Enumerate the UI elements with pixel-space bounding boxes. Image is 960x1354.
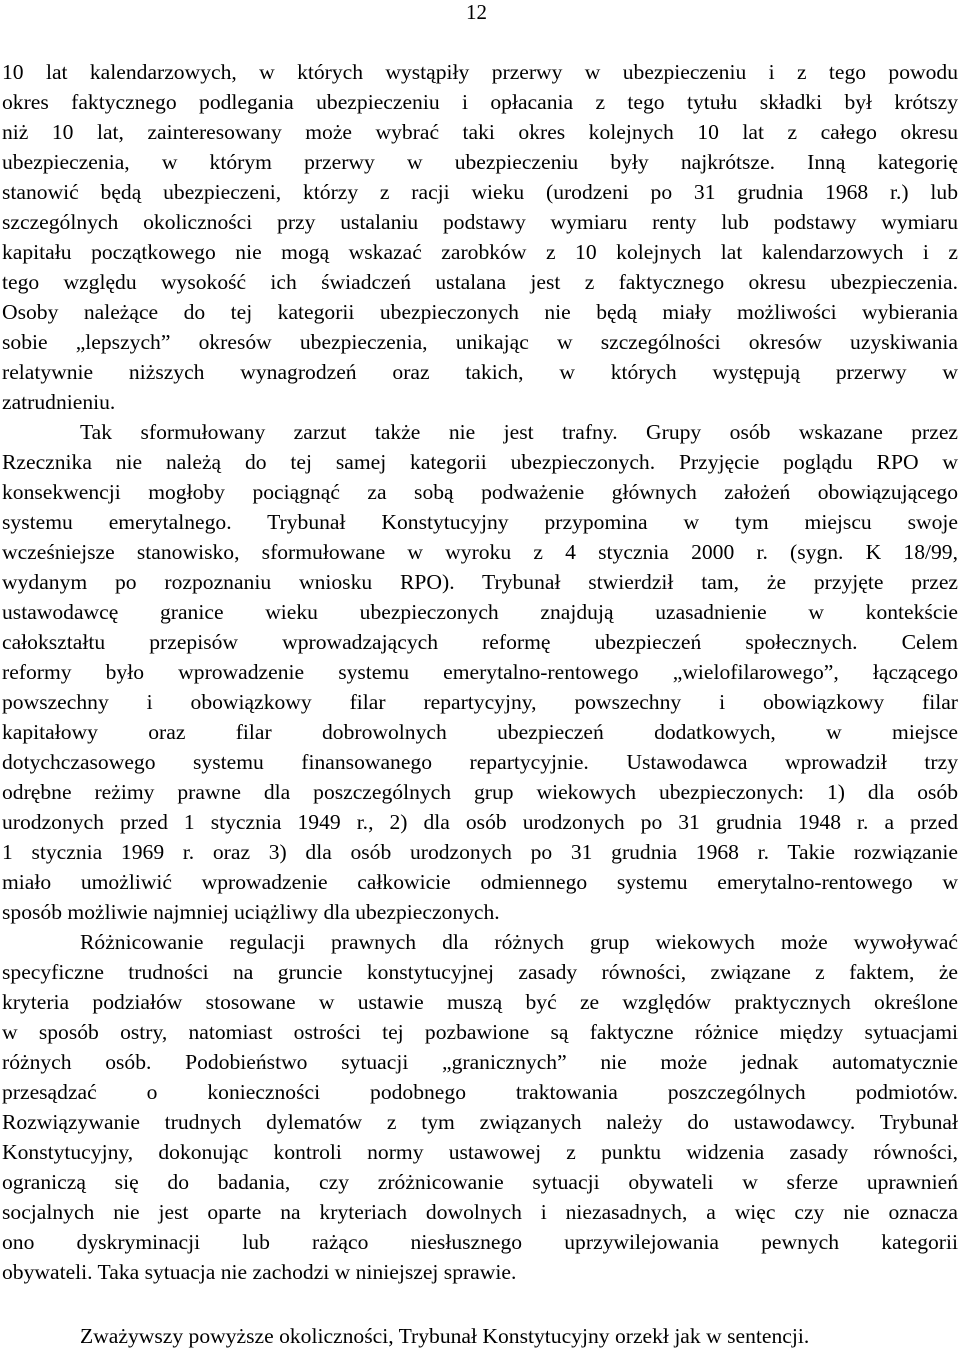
text-line: Osoby należące do tej kategorii ubezpieczonych nie będą miały możliwości wybierania bbox=[2, 300, 958, 324]
text-line: kryteria podziałów stosowane w ustawie muszą być ze względów praktycznych określone bbox=[2, 990, 958, 1014]
text-line: Tak sformułowany zarzut także nie jest trafny. Grupy osób wskazane przez bbox=[80, 420, 958, 444]
page-number: 12 bbox=[466, 0, 487, 24]
paragraph-3 bbox=[2, 927, 958, 1287]
text-line: ubezpieczenia, w którym przerwy w ubezpieczeniu były najkrótsze. Inną kategorię bbox=[2, 150, 958, 174]
text-line: niż 10 lat, zainteresowany może wybrać taki okres kolejnych 10 lat z całego okresu bbox=[2, 120, 958, 144]
text-line: sobie „lepszych” okresów ubezpieczenia, unikając w szczególności okresów uzyskiwania bbox=[2, 330, 958, 354]
text-line: konsekwencji mogłoby pociągnąć za sobą podważenie głównych założeń obowiązującego bbox=[2, 480, 958, 504]
text-line: Różnicowanie regulacji prawnych dla różnych grup wiekowych może wywoływać bbox=[80, 930, 958, 954]
text-line: dotychczasowego systemu finansowanego repartycyjnie. Ustawodawca wprowadził trzy bbox=[2, 750, 958, 774]
text-line: tego względu wysokość ich świadczeń ustalana jest z faktycznego okresu ubezpieczenia. bbox=[2, 270, 958, 294]
text-line: okres faktycznego podlegania ubezpieczeniu i opłacania z tego tytułu składki był krótszy bbox=[2, 90, 958, 114]
text-line: powszechny i obowiązkowy filar repartycyjny, powszechny i obowiązkowy filar bbox=[2, 690, 958, 714]
text-line: kapitałowy oraz filar dobrowolnych ubezpieczeń dodatkowych, w miejsce bbox=[2, 720, 958, 744]
text-line: Konstytucyjny, dokonując kontroli normy ustawowej z punktu widzenia zasady równości, bbox=[2, 1140, 958, 1164]
text-line: kapitału początkowego nie mogą wskazać zarobków z 10 kolejnych lat kalendarzowych i z bbox=[2, 240, 958, 264]
text-line: 1 stycznia 1969 r. oraz 3) dla osób urodzonych po 31 grudnia 1968 r. Takie rozwiązanie bbox=[2, 840, 958, 864]
paragraph-1 bbox=[2, 57, 958, 417]
text-line: Rzecznika nie należą do tej samej kategorii ubezpieczonych. Przyjęcie poglądu RPO w bbox=[2, 450, 958, 474]
text-line: obywateli. Taka sytuacja nie zachodzi w niniejszej sprawie. bbox=[2, 1260, 517, 1284]
text-line: wcześniejsze stanowisko, sformułowane w wyroku z 4 stycznia 2000 r. (sygn. K 18/99, bbox=[2, 540, 958, 564]
text-line: ono dyskryminacji lub rażąco niesłusznego uprzywilejowania pewnych kategorii bbox=[2, 1230, 958, 1254]
text-line: socjalnych nie jest oparte na kryteriach dowolnych i niezasadnych, a więc czy nie oznacza bbox=[2, 1200, 958, 1224]
document-body bbox=[2, 57, 958, 1287]
text-line: sposób możliwie najmniej uciążliwy dla ubezpieczonych. bbox=[2, 900, 500, 924]
text-line: Rozwiązywanie trudnych dylematów z tym związanych należy do ustawodawcy. Trybunał bbox=[2, 1110, 958, 1134]
text-line: reformy było wprowadzenie systemu emerytalno-rentowego „wielofilarowego”, łączącego bbox=[2, 660, 958, 684]
text-line: urodzonych przed 1 stycznia 1949 r., 2) dla osób urodzonych po 31 grudnia 1948 r. a przed bbox=[2, 810, 958, 834]
text-line: ograniczą się do badania, czy zróżnicowanie sytuacji obywateli w sferze uprawnień bbox=[2, 1170, 958, 1194]
text-line: różnych osób. Podobieństwo sytuacji „granicznych” nie może jednak automatycznie bbox=[2, 1050, 958, 1074]
text-line: w sposób ostry, natomiast ostrości tej pozbawione są faktyczne różnice między sytuacjami bbox=[2, 1020, 958, 1044]
closing-sentence: Zważywszy powyższe okoliczności, Trybunał Konstytucyjny orzekł jak w sentencji. bbox=[80, 1324, 810, 1348]
text-line: systemu emerytalnego. Trybunał Konstytucyjny przypomina w tym miejscu swoje bbox=[2, 510, 958, 534]
text-line: całokształtu przepisów wprowadzających reformę ubezpieczeń społecznych. Celem bbox=[2, 630, 958, 654]
paragraph-2 bbox=[2, 417, 958, 927]
text-line: wydanym po rozpoznaniu wniosku RPO). Trybunał stwierdził tam, że przyjęte przez bbox=[2, 570, 958, 594]
text-line: zatrudnieniu. bbox=[2, 390, 116, 414]
text-line: miało umożliwić wprowadzenie całkowicie odmiennego systemu emerytalno-rentowego w bbox=[2, 870, 958, 894]
text-line: przesądzać o konieczności podobnego traktowania poszczególnych podmiotów. bbox=[2, 1080, 958, 1104]
text-line: 10 lat kalendarzowych, w których wystąpiły przerwy w ubezpieczeniu i z tego powodu bbox=[2, 60, 958, 84]
text-line: ustawodawcę granice wieku ubezpieczonych znajdują uzasadnienie w kontekście bbox=[2, 600, 958, 624]
text-line: szczególnych okoliczności przy ustalaniu podstawy wymiaru renty lub podstawy wymiaru bbox=[2, 210, 958, 234]
text-line: specyficzne trudności na gruncie konstytucyjnej zasady równości, związane z faktem, że bbox=[2, 960, 958, 984]
text-line: odrębne reżimy prawne dla poszczególnych grup wiekowych ubezpieczonych: 1) dla osób bbox=[2, 780, 958, 804]
text-line: relatywnie niższych wynagrodzeń oraz takich, w których występują przerwy w bbox=[2, 360, 958, 384]
text-line: stanowić będą ubezpieczeni, którzy z racji wieku (urodzeni po 31 grudnia 1968 r.) lub bbox=[2, 180, 958, 204]
